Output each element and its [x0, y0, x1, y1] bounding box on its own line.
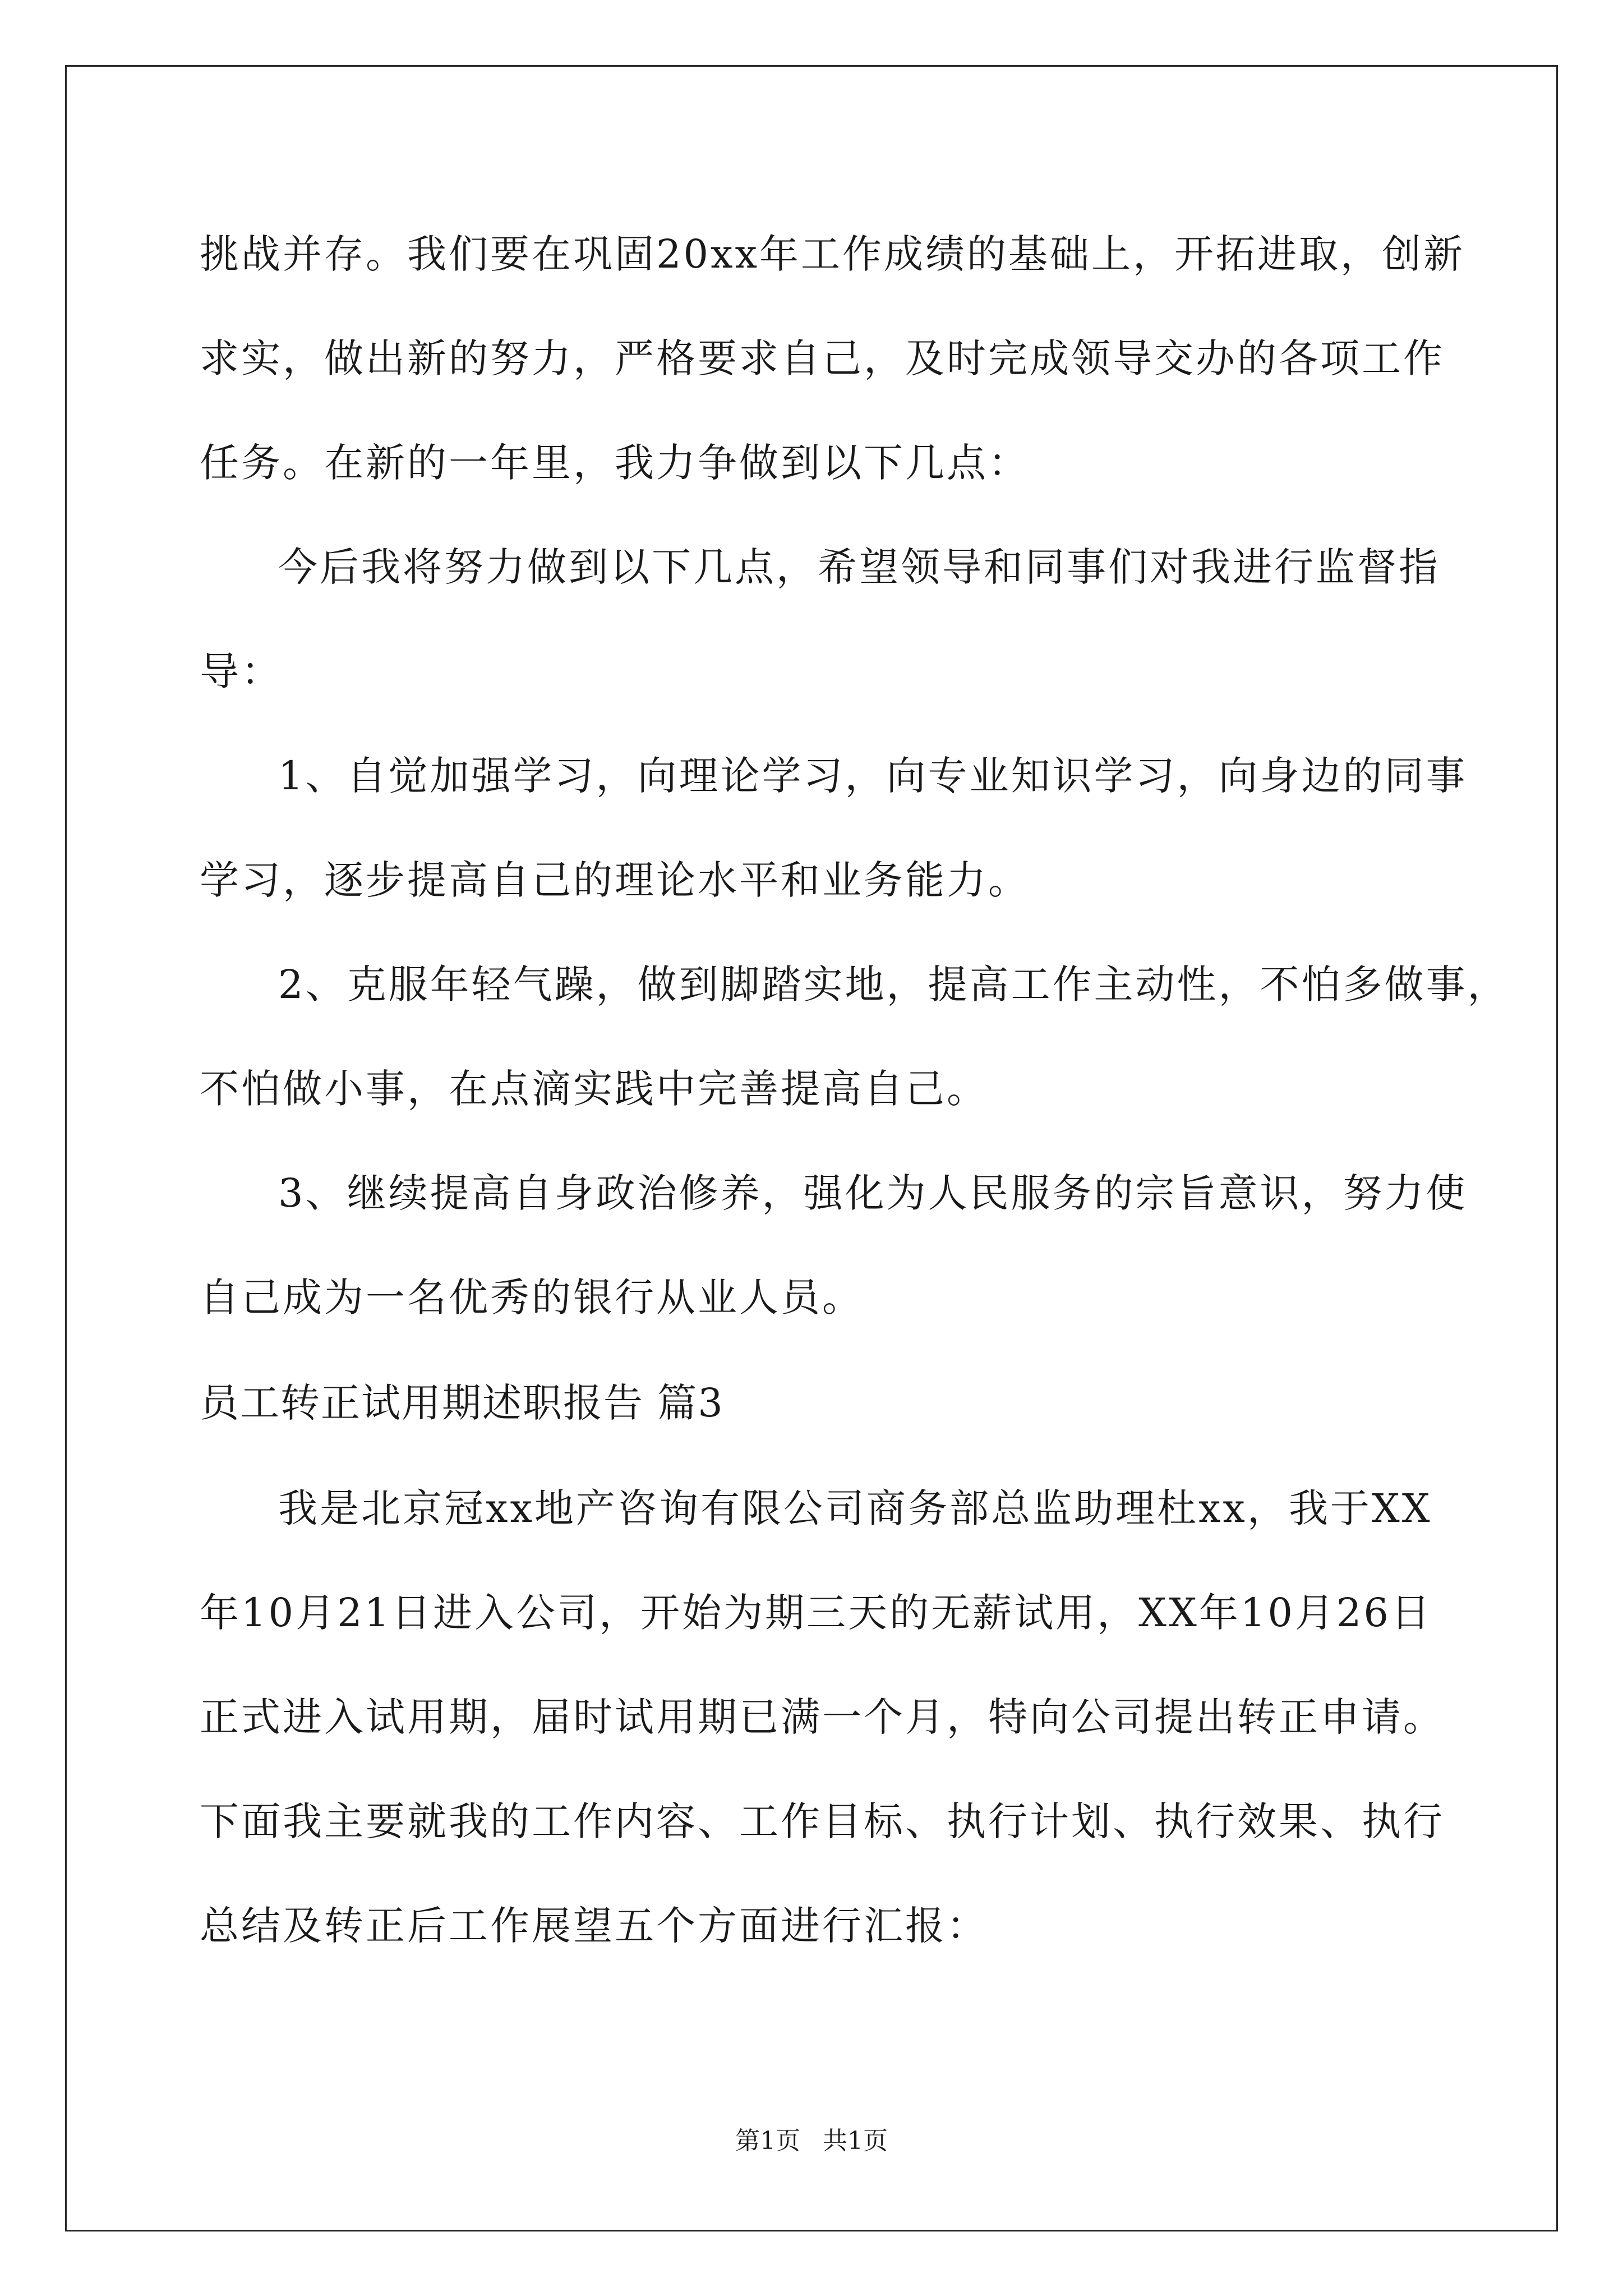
section-heading: 员工转正试用期述职报告 篇3 [200, 1380, 724, 1426]
paragraph-line: 今后我将努力做到以下几点，希望领导和同事们对我进行监督指 [278, 544, 1440, 590]
page-footer [0, 2120, 1623, 2156]
page-number: 第1页 [735, 2127, 800, 2155]
paragraph-line: 我是北京冠xx地产咨询有限公司商务部总监助理杜xx，我于XX [278, 1485, 1432, 1531]
list-item-2: 2、克服年轻气躁，做到脚踏实地，提高工作主动性，不怕多做事， [278, 961, 1509, 1007]
paragraph-line: 求实，做出新的努力，严格要求自己，及时完成领导交办的各项工作 [200, 335, 1445, 381]
paragraph-line: 导： [200, 648, 283, 694]
page-total: 共1页 [823, 2127, 888, 2155]
paragraph-line: 正式进入试用期，届时试用期已满一个月，特向公司提出转正申请。 [200, 1694, 1445, 1740]
paragraph-line: 年10月21日进入公司，开始为期三天的无薪试用，XX年10月26日 [200, 1590, 1432, 1636]
paragraph-line: 不怕做小事，在点滴实践中完善提高自己。 [200, 1066, 988, 1112]
paragraph-line: 挑战并存。我们要在巩固20xx年工作成绩的基础上，开拓进取，创新 [200, 231, 1465, 277]
list-item-3: 3、继续提高自身政治修养，强化为人民服务的宗旨意识，努力使 [278, 1170, 1468, 1216]
paragraph-line: 总结及转正后工作展望五个方面进行汇报： [200, 1903, 988, 1949]
paragraph-line: 任务。在新的一年里，我力争做到以下几点： [200, 440, 1030, 486]
paragraph-line: 学习，逐步提高自己的理论水平和业务能力。 [200, 857, 1030, 903]
document-body [200, 202, 1509, 1978]
list-item-1: 1、自觉加强学习，向理论学习，向专业知识学习，向身边的同事 [278, 753, 1468, 799]
paragraph-line: 自己成为一名优秀的银行从业人员。 [200, 1274, 864, 1320]
paragraph-line: 下面我主要就我的工作内容、工作目标、执行计划、执行效果、执行 [200, 1798, 1445, 1844]
